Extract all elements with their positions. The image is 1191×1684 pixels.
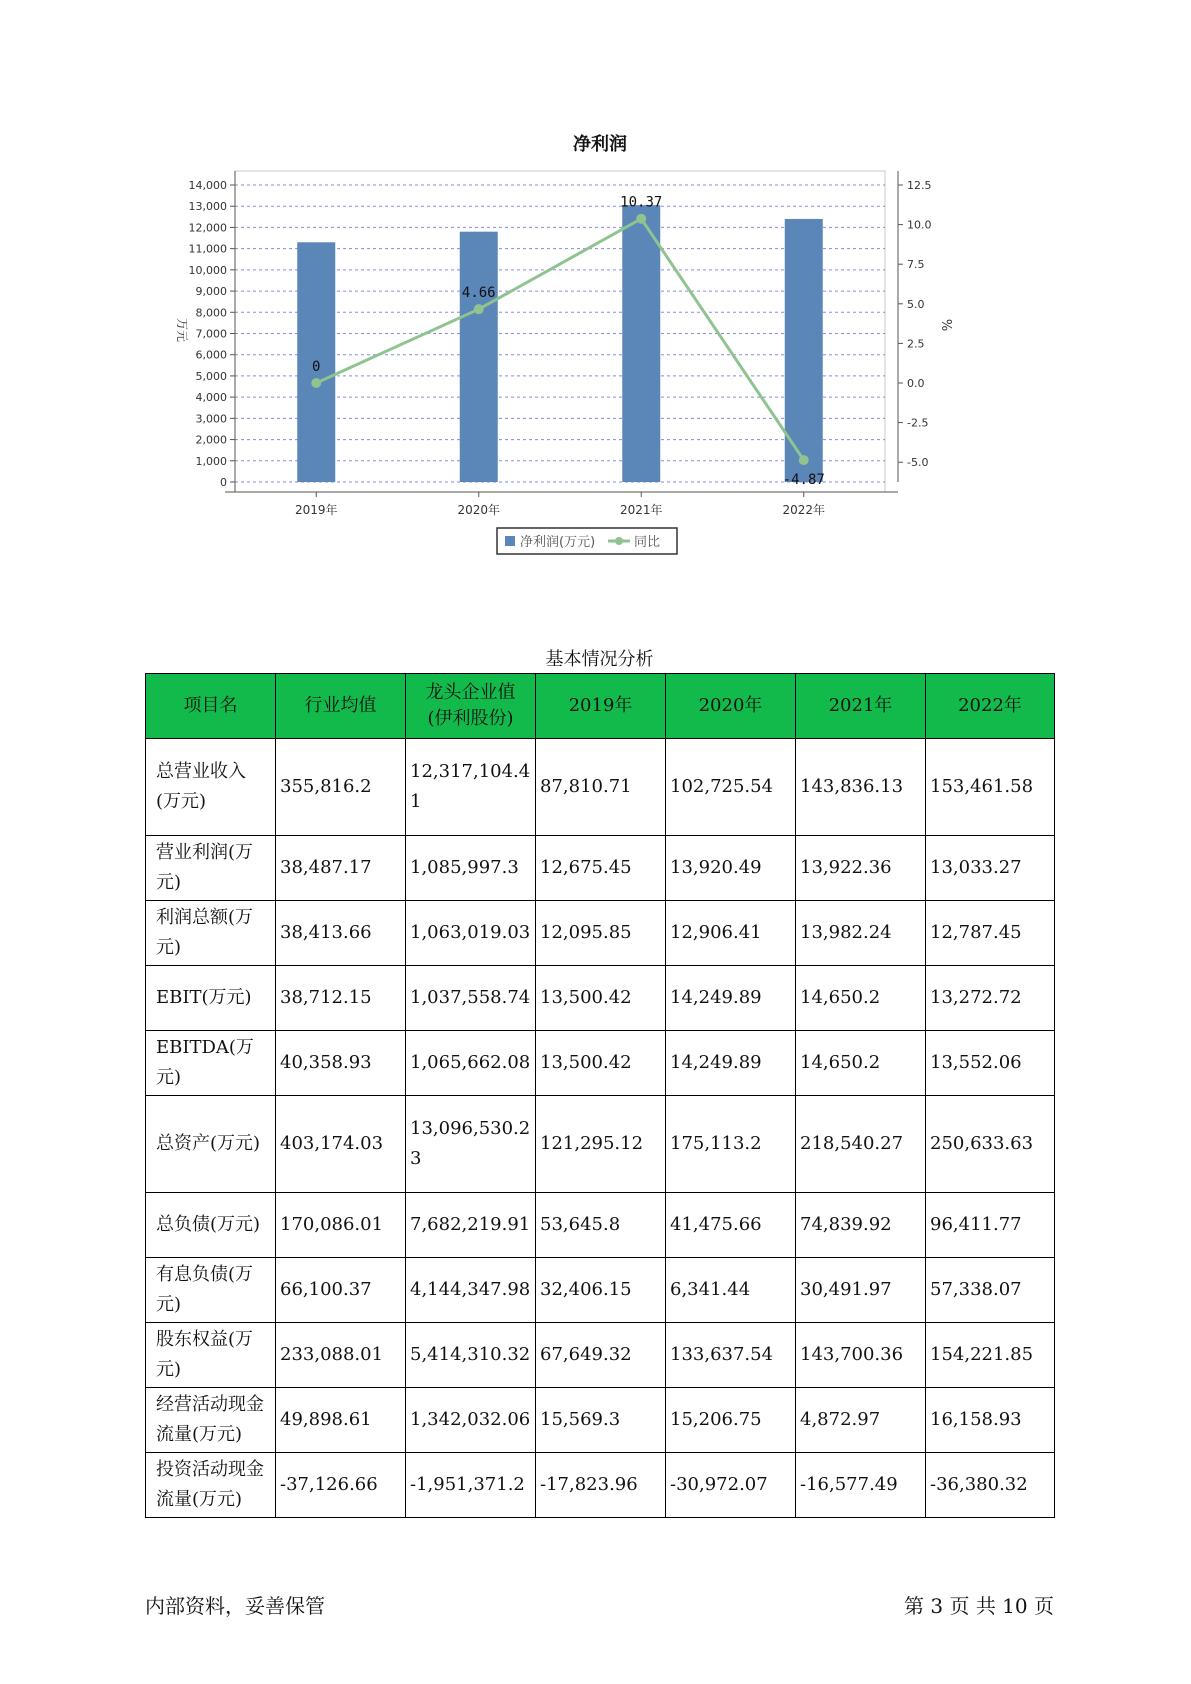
table-cell: 4,144,347.98: [406, 1258, 536, 1323]
row-label: 股东权益(万元): [146, 1323, 276, 1388]
table-cell: 13,033.27: [926, 836, 1055, 901]
table-row: [146, 1323, 1055, 1388]
x-tick-label: 2022年: [782, 503, 826, 517]
table-cell: 14,650.2: [796, 966, 926, 1031]
column-header: 行业均值: [276, 674, 406, 739]
basic-analysis-table: [145, 673, 1055, 1518]
row-label: 总营业收入(万元): [146, 739, 276, 836]
right-tick-label: 12.5: [907, 179, 932, 192]
left-tick-label: 7,000: [195, 327, 227, 341]
y-axis-right-label: %: [938, 318, 953, 332]
table-cell: 49,898.61: [276, 1388, 406, 1453]
chart-title: 净利润: [573, 134, 627, 155]
table-cell: 5,414,310.32: [406, 1323, 536, 1388]
left-tick-label: 12,000: [188, 221, 227, 235]
table-cell: 133,637.54: [666, 1323, 796, 1388]
table-cell: 6,341.44: [666, 1258, 796, 1323]
table-cell: 57,338.07: [926, 1258, 1055, 1323]
table-cell: 13,920.49: [666, 836, 796, 901]
left-tick-label: 8,000: [195, 306, 227, 320]
table-cell: 1,065,662.08: [406, 1031, 536, 1096]
table-cell: 13,552.06: [926, 1031, 1055, 1096]
table-cell: 38,413.66: [276, 901, 406, 966]
table-cell: 143,700.36: [796, 1323, 926, 1388]
table-cell: 12,787.45: [926, 901, 1055, 966]
column-header: 2019年: [536, 674, 666, 739]
table-cell: 1,342,032.06: [406, 1388, 536, 1453]
table-cell: 41,475.66: [666, 1193, 796, 1258]
table-cell: 12,095.85: [536, 901, 666, 966]
right-tick-label: 7.5: [907, 258, 925, 272]
table-cell: -16,577.49: [796, 1453, 926, 1518]
legend-bar-swatch: [505, 536, 515, 546]
table-cell: 170,086.01: [276, 1193, 406, 1258]
table-cell: 67,649.32: [536, 1323, 666, 1388]
yoy-data-label: 10.37: [620, 194, 663, 211]
column-header: 项目名: [146, 674, 276, 739]
table-cell: 143,836.13: [796, 739, 926, 836]
table-cell: 38,487.17: [276, 836, 406, 901]
table-cell: 175,113.2: [666, 1096, 796, 1193]
table-row: [146, 836, 1055, 901]
row-label: 有息负债(万元): [146, 1258, 276, 1323]
left-tick-label: 2,000: [195, 433, 227, 447]
x-tick-label: 2021年: [619, 503, 663, 517]
table-cell: 1,063,019.03: [406, 901, 536, 966]
yoy-line: [316, 219, 804, 460]
table-caption: 基本情况分析: [545, 649, 654, 670]
table-cell: -30,972.07: [666, 1453, 796, 1518]
left-tick-label: 11,000: [188, 242, 227, 256]
column-header: 2020年: [666, 674, 796, 739]
table-row: [146, 966, 1055, 1031]
table-cell: 12,906.41: [666, 901, 796, 966]
table-cell: 15,569.3: [536, 1388, 666, 1453]
table-cell: -17,823.96: [536, 1453, 666, 1518]
table-cell: 13,922.36: [796, 836, 926, 901]
y-axis-left-label: 万元: [175, 317, 189, 343]
table-cell: 40,358.93: [276, 1031, 406, 1096]
left-tick-label: 3,000: [195, 412, 227, 426]
confidential-note: 内部资料，妥善保管: [145, 1594, 325, 1618]
table-cell: 355,816.2: [276, 739, 406, 836]
table-cell: 96,411.77: [926, 1193, 1055, 1258]
table-header-row: [146, 674, 1055, 739]
table-row: [146, 1096, 1055, 1193]
right-tick-label: 2.5: [907, 337, 925, 351]
table-cell: 12,675.45: [536, 836, 666, 901]
table-row: [146, 1258, 1055, 1323]
left-tick-label: 6,000: [195, 348, 227, 362]
table-cell: 87,810.71: [536, 739, 666, 836]
legend-line-label: 同比: [634, 535, 661, 550]
table-cell: 121,295.12: [536, 1096, 666, 1193]
table-row: [146, 1453, 1055, 1518]
table-cell: 30,491.97: [796, 1258, 926, 1323]
table-cell: 14,249.89: [666, 966, 796, 1031]
column-header: 2021年: [796, 674, 926, 739]
table-cell: 154,221.85: [926, 1323, 1055, 1388]
net-profit-chart: [160, 130, 1040, 600]
table-cell: 153,461.58: [926, 739, 1055, 836]
yoy-point: [311, 378, 321, 388]
table-cell: 16,158.93: [926, 1388, 1055, 1453]
bar: [460, 232, 498, 482]
right-tick-label: -2.5: [907, 416, 929, 430]
row-label: 经营活动现金流量(万元): [146, 1388, 276, 1453]
x-tick-label: 2019年: [294, 503, 338, 517]
table-cell: 250,633.63: [926, 1096, 1055, 1193]
table-cell: -37,126.66: [276, 1453, 406, 1518]
yoy-point: [799, 455, 809, 465]
yoy-data-label: -4.87: [782, 472, 825, 489]
table-cell: 74,839.92: [796, 1193, 926, 1258]
row-label: 总资产(万元): [146, 1096, 276, 1193]
table-cell: 13,500.42: [536, 966, 666, 1031]
row-label: 总负债(万元): [146, 1193, 276, 1258]
right-tick-label: 10.0: [907, 218, 932, 232]
left-tick-label: 1,000: [195, 454, 227, 468]
row-label: EBIT(万元): [146, 966, 276, 1031]
table-cell: 53,645.8: [536, 1193, 666, 1258]
column-header: 2022年: [926, 674, 1055, 739]
table-row: [146, 1031, 1055, 1096]
table-cell: 7,682,219.91: [406, 1193, 536, 1258]
page-number: 第 3 页 共 10 页: [904, 1594, 1054, 1618]
table-cell: 13,272.72: [926, 966, 1055, 1031]
yoy-point: [636, 214, 646, 224]
left-tick-label: 10,000: [188, 263, 227, 277]
left-tick-label: 0: [220, 476, 227, 489]
table-cell: 13,500.42: [536, 1031, 666, 1096]
left-tick-label: 9,000: [195, 285, 227, 299]
row-label: 营业利润(万元): [146, 836, 276, 901]
right-tick-label: -5.0: [907, 456, 929, 470]
table-cell: 14,249.89: [666, 1031, 796, 1096]
table-cell: 14,650.2: [796, 1031, 926, 1096]
right-tick-label: 5.0: [907, 297, 925, 311]
table-cell: 13,096,530.23: [406, 1096, 536, 1193]
legend-bar-label: 净利润(万元): [520, 535, 596, 550]
yoy-point: [474, 304, 484, 314]
yoy-data-label: 4.66: [461, 285, 496, 302]
table-cell: -1,951,371.2: [406, 1453, 536, 1518]
table-row: [146, 1388, 1055, 1453]
right-tick-label: 0.0: [907, 377, 925, 390]
left-tick-label: 14,000: [188, 179, 227, 192]
table-cell: 233,088.01: [276, 1323, 406, 1388]
legend-line-marker: [615, 537, 623, 545]
table-row: [146, 1193, 1055, 1258]
table-cell: 1,085,997.3: [406, 836, 536, 901]
yoy-data-label: 0: [312, 359, 321, 375]
table-cell: 38,712.15: [276, 966, 406, 1031]
table-cell: 4,872.97: [796, 1388, 926, 1453]
left-tick-label: 4,000: [195, 391, 227, 405]
x-tick-label: 2020年: [457, 503, 501, 517]
bar: [622, 205, 660, 482]
table-row: [146, 901, 1055, 966]
row-label: EBITDA(万元): [146, 1031, 276, 1096]
table-cell: 13,982.24: [796, 901, 926, 966]
table-cell: 102,725.54: [666, 739, 796, 836]
table-row: [146, 739, 1055, 836]
table-cell: 12,317,104.41: [406, 739, 536, 836]
row-label: 利润总额(万元): [146, 901, 276, 966]
table-cell: 1,037,558.74: [406, 966, 536, 1031]
table-cell: 403,174.03: [276, 1096, 406, 1193]
left-tick-label: 13,000: [188, 200, 227, 214]
table-cell: 218,540.27: [796, 1096, 926, 1193]
table-cell: 15,206.75: [666, 1388, 796, 1453]
table-cell: -36,380.32: [926, 1453, 1055, 1518]
table-cell: 32,406.15: [536, 1258, 666, 1323]
left-tick-label: 5,000: [195, 369, 227, 383]
table-cell: 66,100.37: [276, 1258, 406, 1323]
column-header: 龙头企业值 (伊利股份): [406, 674, 536, 739]
row-label: 投资活动现金流量(万元): [146, 1453, 276, 1518]
